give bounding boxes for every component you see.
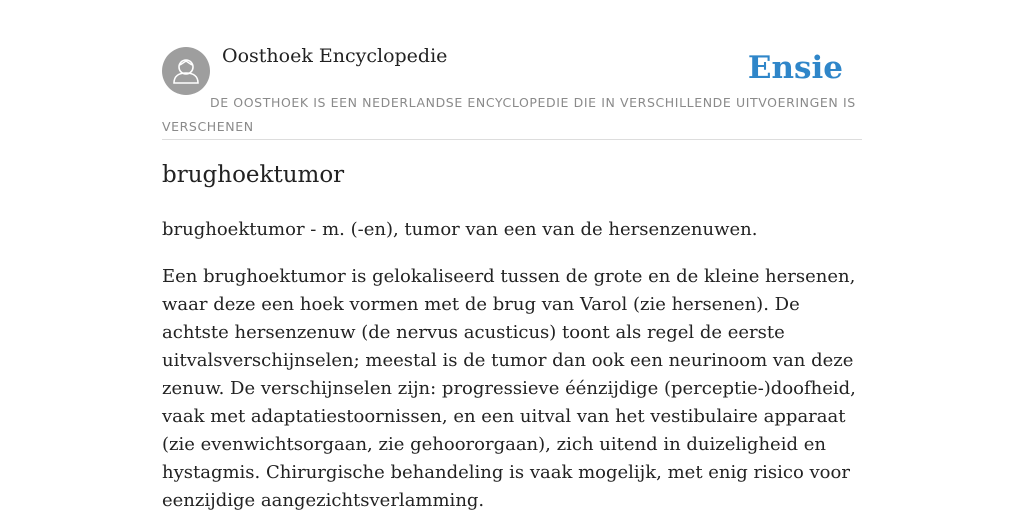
source-name[interactable]: Oosthoek Encyclopedie [222, 45, 448, 67]
article-body: Een brughoektumor is gelokaliseerd tussen de grote en de kleine hersenen, waar deze een hoek vormen met de brug van Varol (zie hersenen). De achtste hersenzenuw (de nervus acusticus) toont als regel de eerste uitvalsverschijnselen; meestal is de tumor dan ook een neurinoom van deze zenuw. De verschijnselen zijn: progressieve éénzijdige (perceptie-)doofheid, vaak met adaptatiestoornissen, en een uitval van het vestibulaire apparaat (zie evenwichtsorgaan, zie gehoororgaan), zich uitend in duizeligheid en hystagmis. Chirurgische behandeling is vaak mogelijk, met enig risico voor eenzijdige aangezichtsverlamming. [162, 266, 856, 511]
source-header [162, 0, 862, 140]
article-title: brughoektumor [162, 162, 345, 188]
avatar[interactable] [162, 47, 210, 95]
brand-logo[interactable]: Ensie [747, 50, 843, 86]
user-icon [162, 47, 210, 95]
article-definition: brughoektumor - m. (-en), tumor van een van de hersenzenuwen. [162, 219, 758, 240]
source-tagline: DE OOSTHOEK IS EEN NEDERLANDSE ENCYCLOPEDIE DIE IN VERSCHILLENDE UITVOERINGEN IS VERSCHENEN [162, 95, 856, 134]
page-container [162, 0, 862, 511]
